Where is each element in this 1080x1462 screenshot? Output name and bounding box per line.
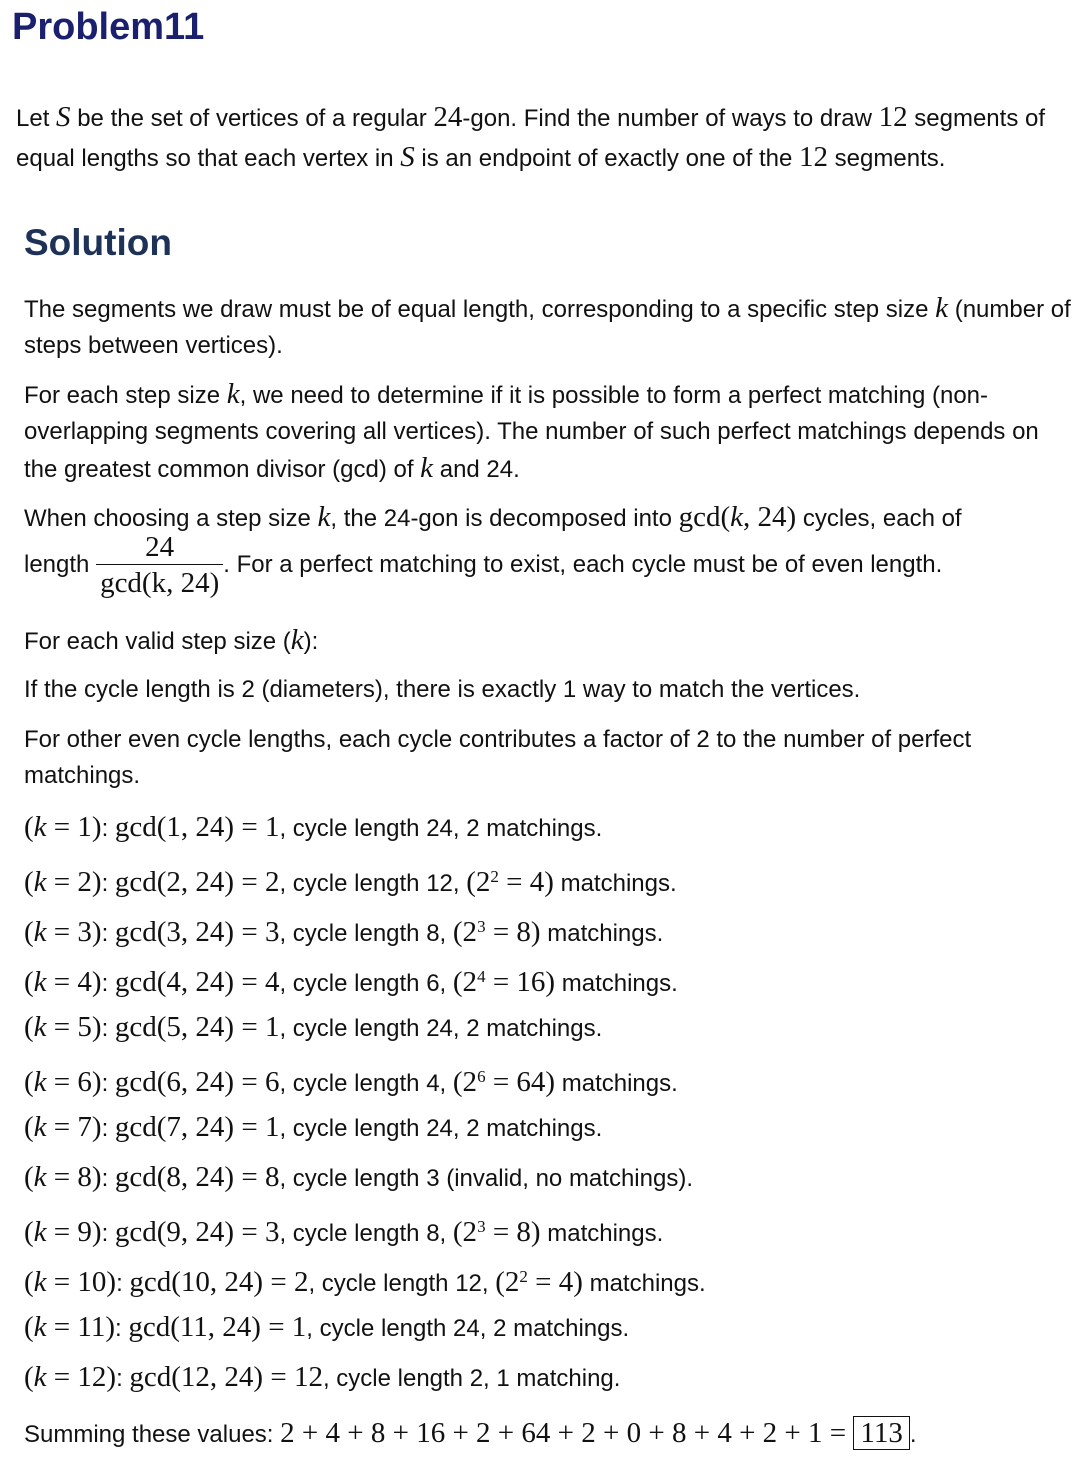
colon: : bbox=[101, 815, 115, 842]
text-run: is an endpoint of exactly one of the bbox=[414, 145, 800, 172]
case-line-k6 bbox=[24, 1059, 1076, 1102]
gcd-expression: gcd(7, 24) = 1 bbox=[114, 1111, 280, 1143]
gcd-expression: gcd(11, 24) = 1 bbox=[128, 1311, 307, 1343]
case-description: , cycle length 12, bbox=[308, 1270, 496, 1297]
gcd-expression: gcd(3, 24) = 3 bbox=[114, 916, 280, 948]
case-line-k5 bbox=[24, 1009, 1076, 1047]
math-run: S bbox=[56, 101, 71, 133]
case-tail: matchings. bbox=[582, 1270, 706, 1297]
variable-k: k bbox=[33, 811, 47, 843]
colon: : bbox=[101, 970, 115, 997]
solution-paragraph-even-cycles: For other even cycle lengths, each cycle contributes a factor of 2 to the number of perfect matchings. bbox=[24, 726, 972, 789]
case-line-k2 bbox=[24, 859, 1076, 902]
case-line-k8 bbox=[24, 1159, 1076, 1197]
sum-expression: 2 + 4 + 8 + 16 + 2 + 64 + 2 + 0 + 8 + 4 + 2 + 1 = bbox=[280, 1417, 854, 1449]
case-description: , cycle length 6, bbox=[279, 970, 453, 997]
math-run: k bbox=[290, 624, 304, 656]
variable-k: k bbox=[33, 1011, 47, 1043]
case-line-k9 bbox=[24, 1209, 1076, 1252]
math-run: S bbox=[400, 141, 415, 173]
power-exponent: 6 bbox=[477, 1067, 486, 1086]
math-run: 12 bbox=[878, 101, 908, 133]
text-run: ): bbox=[303, 628, 319, 655]
text-run: -gon. Find the number of ways to draw bbox=[462, 105, 879, 132]
paren: ( bbox=[24, 1361, 34, 1393]
case-description: , cycle length 24, 2 matchings. bbox=[279, 815, 603, 842]
paren: ( bbox=[24, 1266, 34, 1298]
case-description: , cycle length 2, 1 matching. bbox=[322, 1365, 621, 1392]
case-line-k10 bbox=[24, 1259, 1076, 1302]
math-run: k bbox=[935, 292, 949, 324]
paren: ( bbox=[24, 1011, 34, 1043]
colon: : bbox=[116, 1365, 130, 1392]
problem-title: Problem11 bbox=[12, 6, 205, 48]
text-run: , the 24-gon is decomposed into bbox=[330, 505, 679, 532]
text-run: and 24. bbox=[433, 456, 520, 483]
solution-paragraph-perfect-matching bbox=[24, 376, 1076, 488]
power-exponent: 3 bbox=[477, 917, 486, 936]
math-run: 12 bbox=[799, 141, 829, 173]
gcd-expression: gcd(6, 24) = 6 bbox=[114, 1066, 280, 1098]
paren: ( bbox=[24, 1216, 34, 1248]
even-length-text: . For a perfect matching to exist, each cycle must be of even length. bbox=[223, 550, 943, 578]
case-line-k11 bbox=[24, 1309, 1076, 1347]
power-base: (2 bbox=[452, 966, 478, 998]
answer-box: 113 bbox=[853, 1416, 909, 1450]
variable-k: k bbox=[33, 866, 47, 898]
solution-heading: Solution bbox=[24, 222, 172, 263]
case-line-k12 bbox=[24, 1359, 1076, 1397]
paren: ( bbox=[24, 866, 34, 898]
variable-k: k bbox=[33, 1311, 47, 1343]
variable-k: k bbox=[33, 1066, 47, 1098]
sum-end: . bbox=[909, 1421, 917, 1448]
k-value: = 3) bbox=[46, 916, 102, 948]
paren: ( bbox=[24, 1311, 34, 1343]
problem-statement bbox=[16, 98, 1074, 178]
colon: : bbox=[101, 870, 115, 897]
sum-line bbox=[24, 1415, 1076, 1453]
k-value: = 6) bbox=[46, 1066, 102, 1098]
gcd-expression: gcd(5, 24) = 1 bbox=[114, 1011, 280, 1043]
variable-k: k bbox=[33, 916, 47, 948]
colon: : bbox=[101, 1070, 115, 1097]
solution-paragraph-step-size bbox=[24, 290, 1076, 364]
variable-k: k bbox=[33, 1161, 47, 1193]
case-line-k3 bbox=[24, 909, 1076, 952]
gcd-expression: gcd(4, 24) = 4 bbox=[114, 966, 280, 998]
case-line-k4 bbox=[24, 959, 1076, 1002]
text-run: segments. bbox=[828, 145, 946, 172]
power-exponent: 2 bbox=[490, 867, 499, 886]
k-value: = 7) bbox=[46, 1111, 102, 1143]
k-value: = 2) bbox=[46, 866, 102, 898]
k-value: = 8) bbox=[46, 1161, 102, 1193]
case-description: , cycle length 12, bbox=[279, 870, 467, 897]
case-tail: matchings. bbox=[555, 970, 678, 997]
case-tail: matchings. bbox=[553, 870, 677, 897]
k-value: = 9) bbox=[46, 1216, 102, 1248]
paren: ( bbox=[24, 1066, 34, 1098]
fraction-denominator: gcd(k, 24) bbox=[96, 564, 223, 601]
power-result: = 4) bbox=[498, 866, 554, 898]
colon: : bbox=[116, 1270, 130, 1297]
k-value: = 12) bbox=[46, 1361, 117, 1393]
length-label: length bbox=[24, 550, 97, 578]
variable-k: k bbox=[33, 1216, 47, 1248]
text-run: When choosing a step size bbox=[24, 505, 318, 532]
math-run: , 24) bbox=[743, 501, 797, 533]
power-exponent: 3 bbox=[477, 1217, 486, 1236]
case-description: , cycle length 24, 2 matchings. bbox=[279, 1015, 603, 1042]
variable-k: k bbox=[33, 1111, 47, 1143]
power-base: (2 bbox=[452, 916, 478, 948]
k-value: = 4) bbox=[46, 966, 102, 998]
colon: : bbox=[101, 1165, 115, 1192]
power-result: = 16) bbox=[485, 966, 556, 998]
colon: : bbox=[114, 1315, 129, 1342]
power-base: (2 bbox=[495, 1266, 520, 1298]
k-value: = 5) bbox=[46, 1011, 102, 1043]
variable-k: k bbox=[33, 1266, 47, 1298]
power-result: = 8) bbox=[485, 1216, 541, 1248]
power-result: = 8) bbox=[485, 916, 541, 948]
k-value: = 1) bbox=[46, 811, 102, 843]
power-exponent: 4 bbox=[477, 967, 486, 986]
text-run: For each step size bbox=[24, 382, 227, 409]
text-run: segments of equal lengths so that each vertex in bbox=[16, 105, 1045, 172]
sum-label: Summing these values: bbox=[24, 1421, 281, 1448]
solution-paragraph-valid-step bbox=[24, 622, 1076, 660]
gcd-expression: gcd(2, 24) = 2 bbox=[114, 866, 280, 898]
gcd-expression: gcd(1, 24) = 1 bbox=[114, 811, 280, 843]
fraction-numerator: 24 bbox=[145, 531, 175, 563]
gcd-expression: gcd(9, 24) = 3 bbox=[114, 1216, 280, 1248]
case-tail: matchings. bbox=[540, 920, 664, 947]
colon: : bbox=[101, 920, 115, 947]
colon: : bbox=[101, 1115, 115, 1142]
variable-k: k bbox=[33, 966, 47, 998]
case-description: , cycle length 4, bbox=[279, 1070, 453, 1097]
power-result: = 4) bbox=[527, 1266, 583, 1298]
gcd-expression: gcd(10, 24) = 2 bbox=[129, 1266, 309, 1298]
paren: ( bbox=[24, 1111, 34, 1143]
case-tail: matchings. bbox=[540, 1220, 664, 1247]
case-description: , cycle length 24, 2 matchings. bbox=[306, 1315, 630, 1342]
paren: ( bbox=[24, 916, 34, 948]
math-run: k bbox=[317, 501, 331, 533]
power-base: (2 bbox=[452, 1216, 478, 1248]
math-run: k bbox=[226, 378, 240, 410]
math-run: gcd( bbox=[678, 501, 731, 533]
text-run: For each valid step size ( bbox=[24, 628, 291, 655]
variable-k: k bbox=[33, 1361, 47, 1393]
colon: : bbox=[101, 1220, 115, 1247]
power-base: (2 bbox=[452, 1066, 478, 1098]
text-run: (number of steps between vertices). bbox=[24, 296, 1071, 359]
cycle-length-fraction bbox=[96, 530, 223, 601]
math-run: k bbox=[420, 452, 434, 484]
text-run: , we need to determine if it is possible to form a perfect matching (non-overlapping segments covering all vertices). The number of such perfect matchings depends on the greatest common divisor (gcd) of bbox=[24, 382, 1039, 483]
paren: ( bbox=[24, 966, 34, 998]
case-description: , cycle length 3 (invalid, no matchings). bbox=[279, 1165, 693, 1192]
case-description: , cycle length 8, bbox=[279, 920, 453, 947]
math-run: 24 bbox=[433, 101, 463, 133]
case-description: , cycle length 24, 2 matchings. bbox=[279, 1115, 603, 1142]
case-line-k1 bbox=[24, 809, 1076, 847]
case-tail: matchings. bbox=[555, 1070, 678, 1097]
text-run: be the set of vertices of a regular bbox=[70, 105, 434, 132]
solution-paragraph-cycles-line2 bbox=[24, 530, 1076, 601]
power-base: (2 bbox=[466, 866, 491, 898]
text-run: cycles, each of bbox=[796, 505, 962, 532]
text-run: The segments we draw must be of equal length, corresponding to a specific step size bbox=[24, 296, 936, 323]
case-description: , cycle length 8, bbox=[279, 1220, 453, 1247]
k-value: = 10) bbox=[46, 1266, 117, 1298]
solution-paragraph-diameters: If the cycle length is 2 (diameters), there is exactly 1 way to match the vertices. bbox=[24, 676, 861, 703]
power-exponent: 2 bbox=[519, 1267, 528, 1286]
math-run: k bbox=[730, 501, 744, 533]
paren: ( bbox=[24, 1161, 34, 1193]
case-line-k7 bbox=[24, 1109, 1076, 1147]
k-value: = 11) bbox=[46, 1311, 115, 1343]
gcd-expression: gcd(8, 24) = 8 bbox=[114, 1161, 280, 1193]
paren: ( bbox=[24, 811, 34, 843]
colon: : bbox=[101, 1015, 115, 1042]
power-result: = 64) bbox=[485, 1066, 556, 1098]
text-run: Let bbox=[16, 105, 57, 132]
gcd-expression: gcd(12, 24) = 12 bbox=[129, 1361, 323, 1393]
